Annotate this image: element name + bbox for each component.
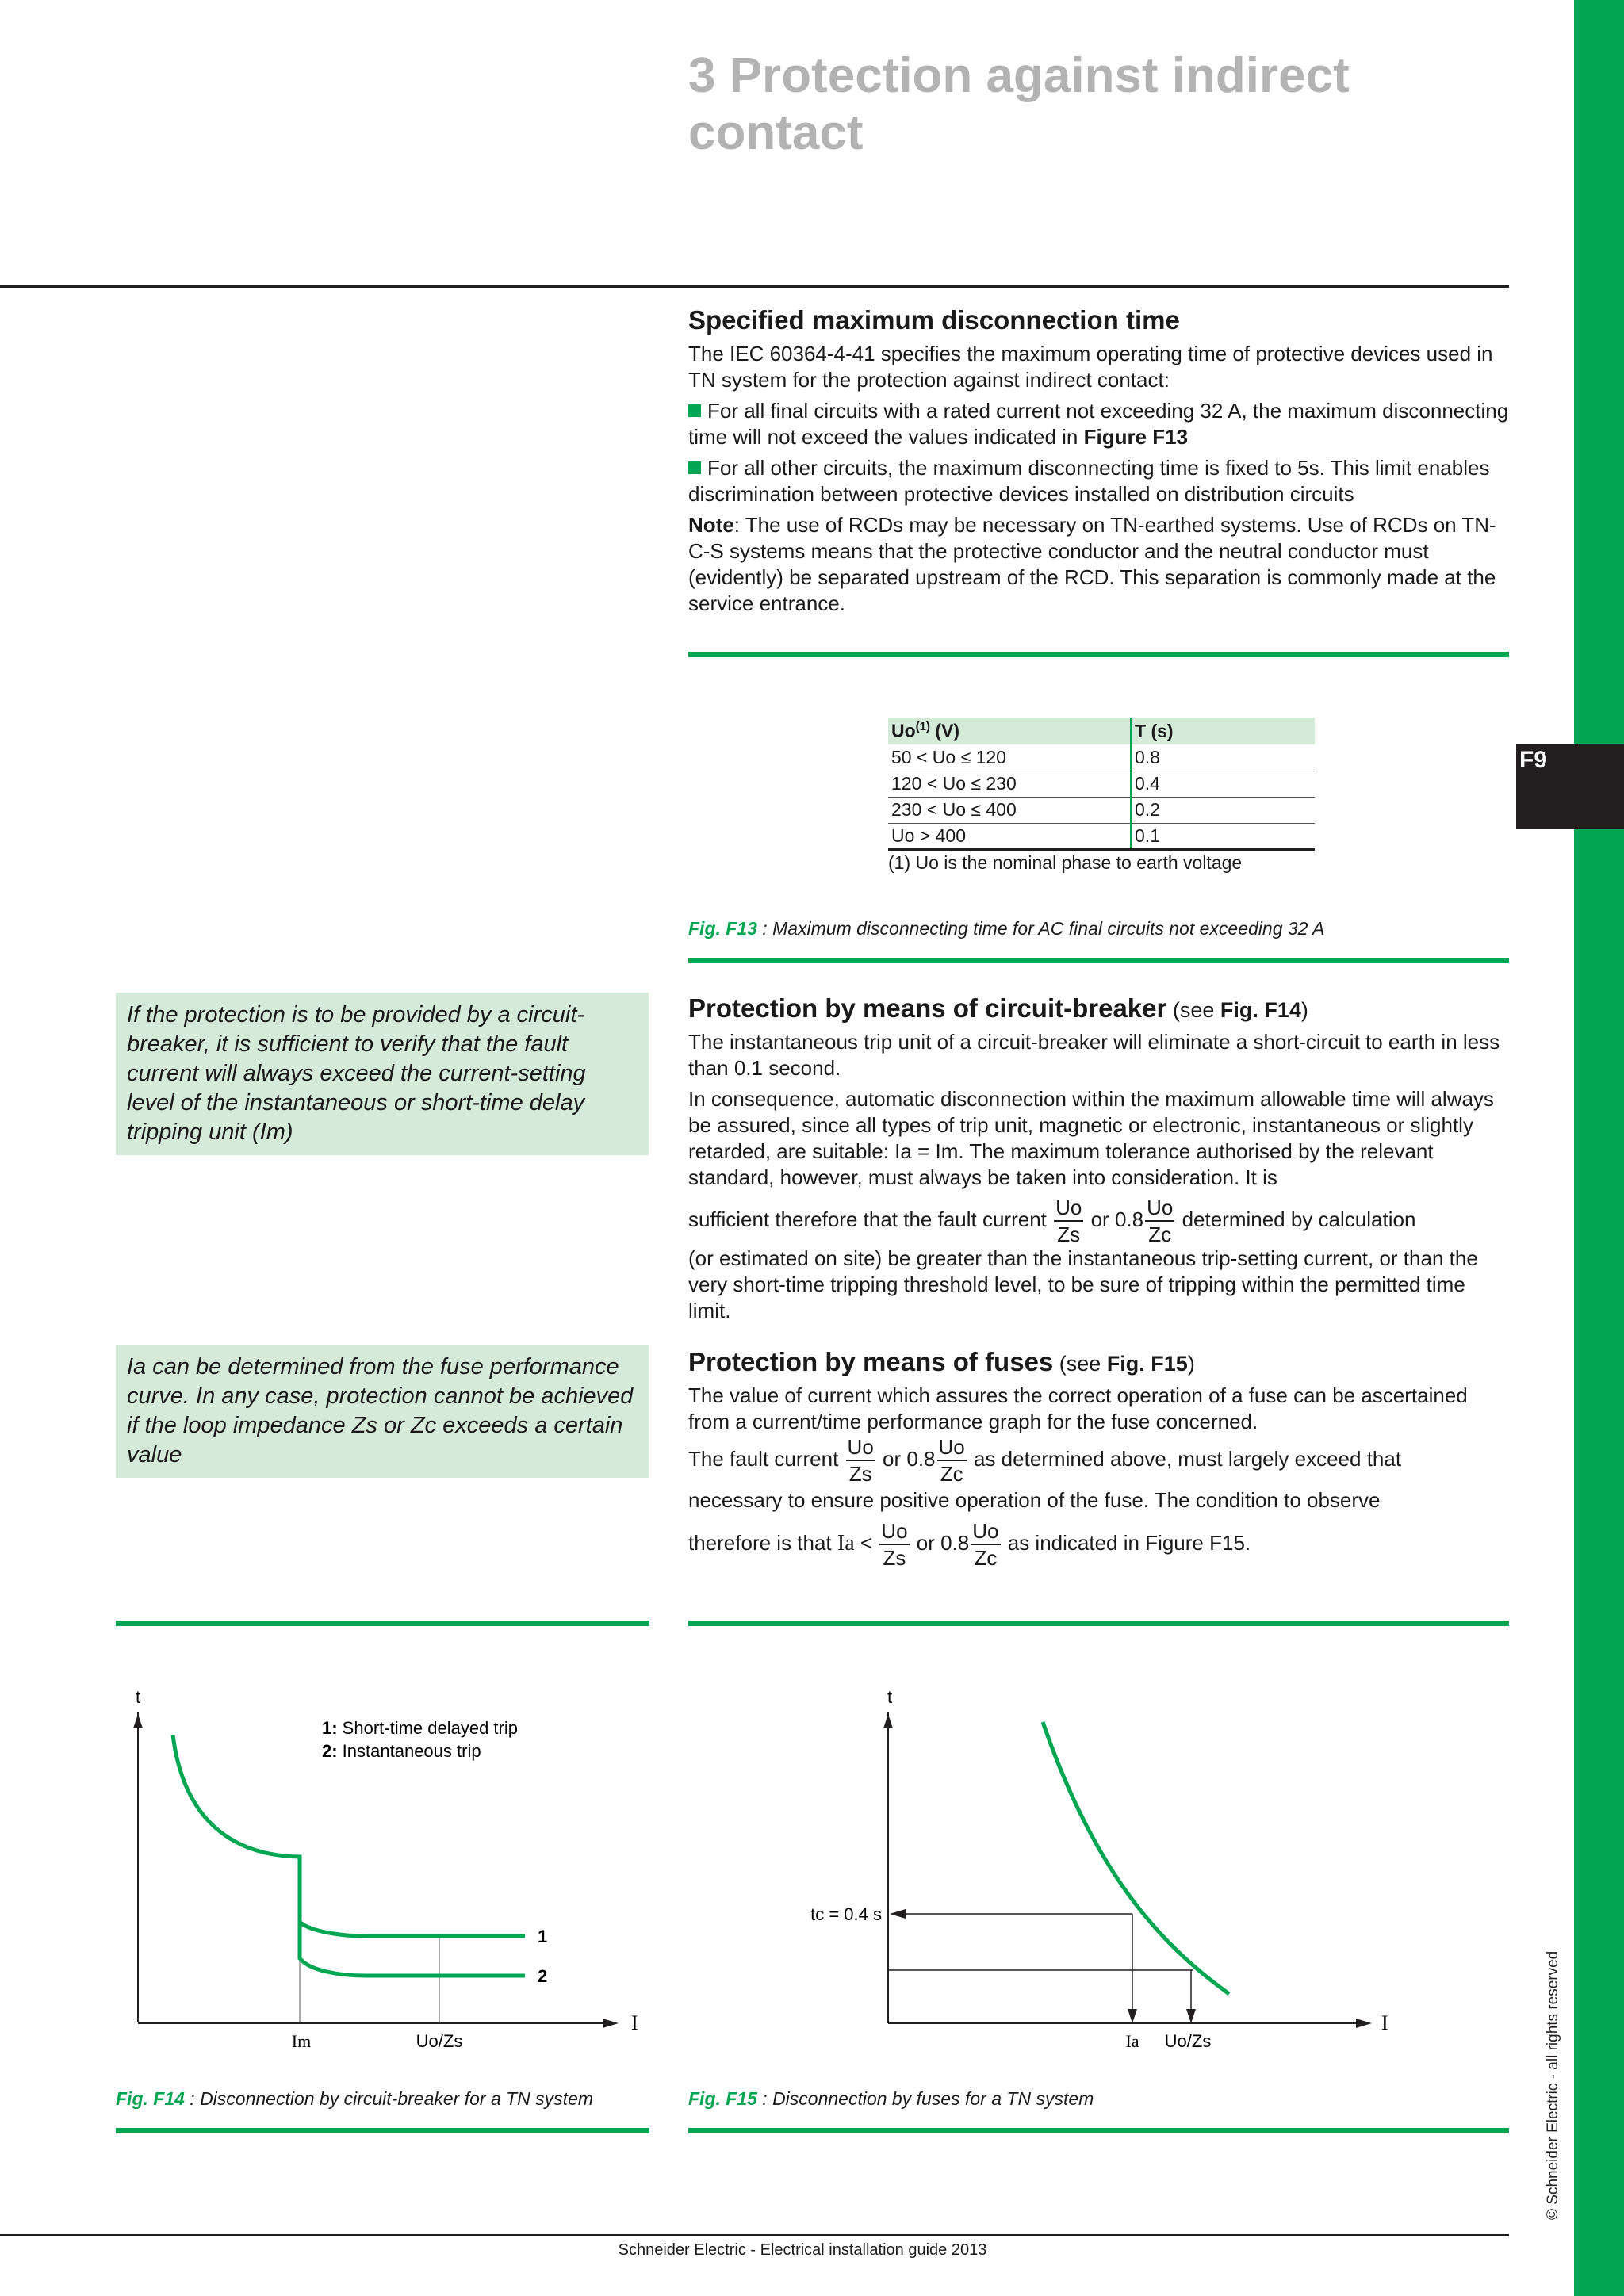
section-fuses: [688, 1346, 1513, 1440]
i-axis-arrow-icon: [1356, 2019, 1372, 2028]
tick-uozs: Uo/Zs: [416, 2031, 463, 2051]
bullet-item: For all final circuits with a rated current not exceeding 32 A, the maximum disconnecting time will not exceed the values indicated in Figure F13: [688, 399, 1509, 449]
paragraph: necessary to ensure positive operation of the fuse. The condition to observe: [688, 1488, 1381, 1512]
fraction-uo-zs: $\frac{Uo}{Zs}$: [1055, 1196, 1082, 1246]
ia-arrow-icon: [1128, 2009, 1137, 2023]
curve-2-label: 2: [538, 1966, 548, 1986]
paragraph: (or estimated on site) be greater than the instantaneous trip-setting current, or than the very short-time tripping threshold level, to be sure of tripping within the permitted time limit.: [688, 1246, 1478, 1322]
page-tab: F9: [1516, 744, 1624, 829]
fig-f13-table: [888, 718, 1315, 851]
fig-f15-diagram: [785, 1681, 1411, 2061]
page-footer: Schneider Electric - Electrical installation guide 2013: [618, 2241, 987, 2259]
table-footnote: (1) Uo is the nominal phase to earth voltage: [888, 852, 1243, 873]
fig-f13-caption: Fig. F13 : Maximum disconnecting time for AC final circuits not exceeding 32 A: [688, 918, 1325, 939]
header-rule: [0, 285, 1509, 288]
fuse-curve: [1043, 1722, 1229, 1994]
table-row: 50 < Uo ≤ 120 0.8: [888, 744, 1315, 771]
table-header-uo: Uo$^{(1)}$ (V): [888, 718, 1131, 744]
figure-divider: [688, 1621, 1509, 1626]
fraction-uo-zs: $\frac{Uo}{Zs}$: [881, 1519, 908, 1570]
fraction-uo-zc: $\frac{Uo}{Zc}$: [938, 1435, 965, 1486]
figure-divider: [116, 2128, 649, 2133]
bullet-square-icon: [688, 461, 701, 474]
formula-line: therefore is that Ia < $\frac{Uo}{Zs}$ or 0.8 $\frac{Uo}{Zc}$ as indicated in Figure F15.: [688, 1519, 1251, 1570]
curve-2-instantaneous: [300, 1922, 525, 1976]
formula-line: The fault current $\frac{Uo}{Zs}$ or 0.8 $\frac{Uo}{Zc}$ as determined above, must largely exceed that: [688, 1435, 1402, 1486]
intro-paragraph: The IEC 60364-4-41 specifies the maximum operating time of protective devices used in TN system for the protection against indirect contact:: [688, 342, 1493, 392]
section-divider: [688, 652, 1509, 657]
right-green-margin: [1574, 0, 1624, 2296]
fraction-uo-zs: $\frac{Uo}{Zs}$: [847, 1435, 874, 1486]
fig-f15-caption: Fig. F15 : Disconnection by fuses for a TN system: [688, 2088, 1094, 2109]
cb-summary-box: If the protection is to be provided by a circuit-breaker, it is sufficient to verify that the fault current will always exceed the current-setting level of the instantaneous or short-time delay tripping unit (Im): [116, 993, 649, 1155]
paragraph: In consequence, automatic disconnection within the maximum allowable time will always be assured, since all types of trip unit, magnetic or electronic, instantaneous or slightly retarded, are suitable: Ia = Im. The maximum tolerance authorised by the relevant standard, however, must always be taken into consideration. It is: [688, 1087, 1494, 1189]
footer-rule: [0, 2234, 1509, 2236]
section-max-disconnection: [688, 304, 1513, 622]
fuse-summary-box: Ia can be determined from the fuse performance curve. In any case, protection cannot be achieved if the loop impedance Zs or Zc exceeds a certain value: [116, 1345, 649, 1478]
tc-label: tc = 0.4 s: [810, 1904, 882, 1924]
fraction-uo-zc: $\frac{Uo}{Zc}$: [972, 1519, 999, 1570]
tick-ia: Ia: [1125, 2031, 1139, 2051]
section-divider: [688, 958, 1509, 963]
t-axis-label: t: [887, 1687, 893, 1707]
note-paragraph: Note: The use of RCDs may be necessary on TN-earthed systems. Use of RCDs on TN-C-S systems means that the protective conductor and the neutral conductor must (evidently) be separated upstream of the RCD. This separation is commonly made at the service entrance.: [688, 513, 1496, 615]
tick-im: Im: [291, 2031, 312, 2051]
fig-f14-caption: Fig. F14 : Disconnection by circuit-breaker for a TN system: [116, 2088, 594, 2109]
formula-line: sufficient therefore that the fault current $\frac{Uo}{Zs}$ or 0.8 $\frac{Uo}{Zc}$ determined by calculation: [688, 1196, 1416, 1246]
figure-divider: [688, 2128, 1509, 2133]
section-heading: Protection by means of circuit-breaker (see Fig. F14): [688, 993, 1308, 1023]
tc-arrow-icon: [890, 1909, 906, 1919]
i-axis-arrow-icon: [603, 2019, 619, 2028]
section-heading: Specified maximum disconnection time: [688, 305, 1180, 335]
table-row: 230 < Uo ≤ 400 0.2: [888, 797, 1315, 823]
table-header-t: T (s): [1131, 718, 1315, 744]
t-axis-arrow-icon: [133, 1714, 143, 1728]
section-heading: Protection by means of fuses (see Fig. F15): [688, 1347, 1195, 1376]
t-axis-label: t: [135, 1687, 141, 1707]
copyright-notice: © Schneider Electric - all rights reserved: [1545, 1950, 1561, 2220]
chapter-title: 3 Protection against indirect contact: [688, 48, 1350, 160]
fraction-uo-zc: $\frac{Uo}{Zc}$: [1147, 1196, 1174, 1246]
table-row: 120 < Uo ≤ 230 0.4: [888, 771, 1315, 797]
figure-divider: [116, 1621, 649, 1626]
uozs-arrow-icon: [1186, 2009, 1196, 2023]
bullet-square-icon: [688, 404, 701, 417]
tick-uozs: Uo/Zs: [1164, 2031, 1212, 2051]
paragraph: The value of current which assures the correct operation of a fuse can be ascertained from a current/time performance graph for the fuse concerned.: [688, 1383, 1468, 1433]
curve-1-short-time-delayed: [173, 1735, 525, 1936]
curve-1-label: 1: [538, 1927, 548, 1946]
legend-2: 2: Instantaneous trip: [322, 1741, 481, 1761]
i-axis-label: I: [1381, 2011, 1388, 2034]
legend-1: 1: Short-time delayed trip: [322, 1718, 518, 1738]
i-axis-label: I: [631, 2011, 638, 2034]
fig-f14-diagram: [111, 1681, 650, 2061]
section-circuit-breaker: [688, 993, 1513, 1196]
bullet-item: For all other circuits, the maximum disconnecting time is fixed to 5s. This limit enables discrimination between protective devices installed on distribution circuits: [688, 456, 1490, 506]
table-row: Uo > 400 0.1: [888, 823, 1315, 849]
table-header-row: [888, 718, 1315, 744]
t-axis-arrow-icon: [883, 1714, 893, 1728]
paragraph: The instantaneous trip unit of a circuit-breaker will eliminate a short-circuit to earth in less than 0.1 second.: [688, 1030, 1500, 1080]
